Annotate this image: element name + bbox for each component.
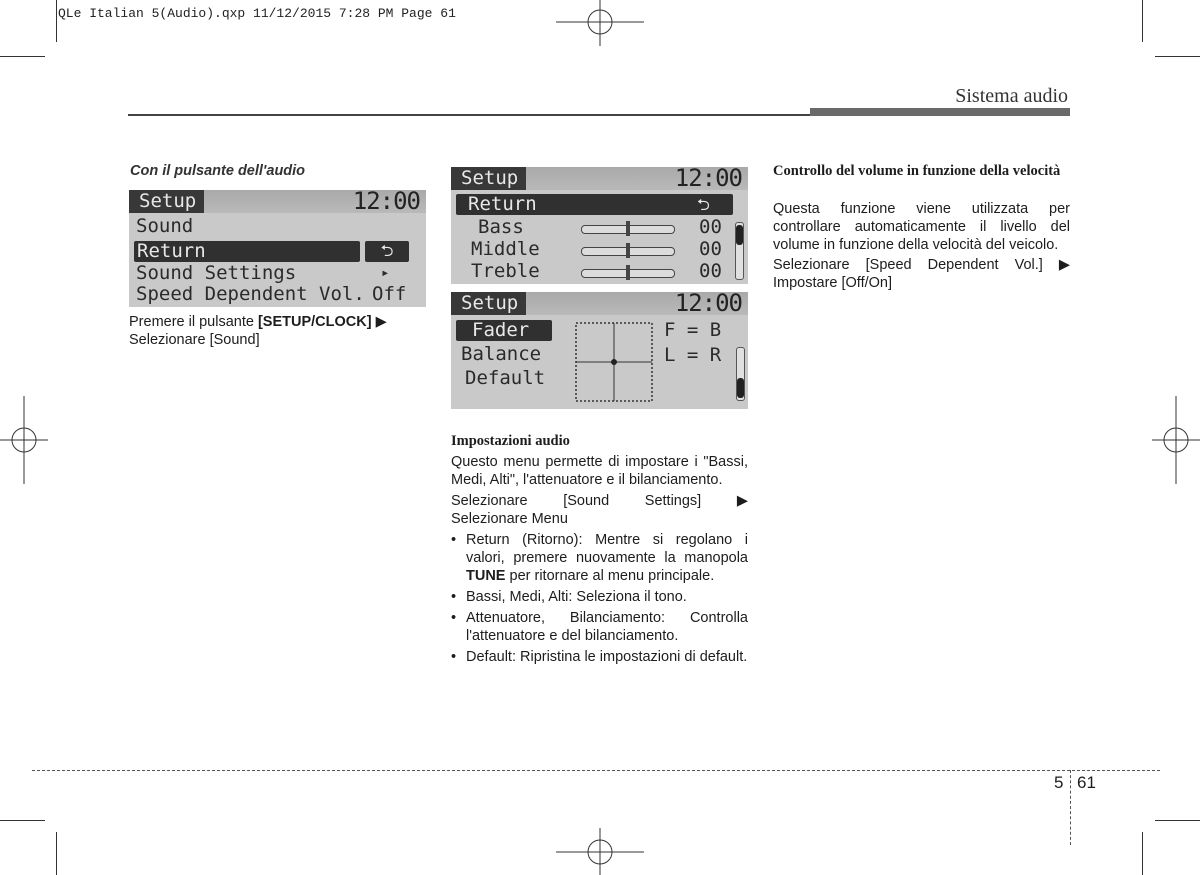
header-rule xyxy=(128,114,810,116)
lcd-screen-sound xyxy=(129,190,426,307)
list-item-fader: • Attenuatore, Bilanciamento: Controlla l'attenuatore e del bilanciamento. xyxy=(451,609,748,645)
header-rule-thick xyxy=(810,108,1070,116)
band-value-treble: 00 xyxy=(699,260,722,282)
slider-knob xyxy=(626,265,630,280)
speed-para1: Questa funzione viene utilizzata per controllare automaticamente il livello del volume in funzione della velocità del veicolo. xyxy=(773,201,1070,253)
lcd-row-label: Fader xyxy=(472,319,530,341)
instruction-line2: Selezionare [Sound] xyxy=(129,332,260,348)
print-slug: QLe Italian 5(Audio).qxp 11/12/2015 7:28 PM Page 61 xyxy=(58,6,456,21)
lcd-row-fader xyxy=(456,320,552,341)
crop-mark xyxy=(56,0,57,42)
scrollbar xyxy=(736,347,745,401)
lcd-row-return xyxy=(134,241,360,262)
band-label-bass: Bass xyxy=(478,216,524,238)
instruction-prefix: Premere il pulsante xyxy=(129,314,258,330)
lcd-row-balance: Balance xyxy=(461,343,542,365)
audio-para1: Questo menu permette di impostare i "Bassi, Medi, Alti", l'attenuatore e il bilanciamento. xyxy=(451,454,748,488)
section-title: Sistema audio xyxy=(955,85,1068,107)
bullet-text: Return (Ritorno): Mentre si regolano i valori, premere nuovamente la manopola xyxy=(466,532,748,566)
fader-balance-grid xyxy=(575,322,653,402)
crop-mark xyxy=(1155,820,1200,821)
scroll-thumb xyxy=(737,378,744,398)
arrow-icon: ▶ xyxy=(375,314,387,330)
crop-mark xyxy=(1155,56,1200,57)
list-item-tone: • Bassi, Medi, Alti: Seleziona il tono. xyxy=(451,588,748,606)
audio-para2-line1: Selezionare [Sound Settings] ▶ xyxy=(451,493,748,509)
registration-mark-left xyxy=(0,396,48,484)
section-heading-speed-volume: Controllo del volume in funzione della velocità xyxy=(773,163,1061,179)
scroll-thumb xyxy=(736,225,743,245)
lcd-tab: Setup xyxy=(451,167,526,190)
audio-para2-line2: Selezionare Menu xyxy=(451,511,568,527)
page-number: 61 xyxy=(1077,773,1096,792)
crop-mark xyxy=(1142,0,1143,42)
lcd-row-default: Default xyxy=(465,367,546,389)
chevron-right-icon: ▸ xyxy=(381,265,390,281)
crop-mark xyxy=(0,56,45,57)
audio-para2 xyxy=(451,492,748,528)
scrollbar xyxy=(735,222,744,280)
lcd-clock: 12:00 xyxy=(674,167,742,192)
speed-para2-line2: Impostare [Off/On] xyxy=(773,275,893,291)
band-label-middle: Middle xyxy=(471,238,540,260)
bass-slider xyxy=(581,225,675,234)
return-icon: ⮌ xyxy=(697,195,710,214)
audio-description xyxy=(451,453,748,669)
crop-mark xyxy=(1142,832,1143,875)
lcd-clock: 12:00 xyxy=(674,292,742,317)
list-item-return xyxy=(451,531,748,585)
slider-knob xyxy=(626,243,630,258)
lcd-clock: 12:00 xyxy=(352,190,420,215)
lcd-row-return xyxy=(456,194,733,215)
list-item-default: • Default: Ripristina le impostazioni di default. xyxy=(451,648,748,666)
chapter-number: 5 xyxy=(1054,773,1064,792)
lcd-row-label: Return xyxy=(468,193,537,215)
band-value-bass: 00 xyxy=(699,216,722,238)
lcd-screen-fader xyxy=(451,292,748,409)
footer-divider xyxy=(32,770,1160,771)
band-value-middle: 00 xyxy=(699,238,722,260)
return-icon: ⮌ xyxy=(365,241,409,262)
speed-volume-description xyxy=(773,200,1070,292)
section-heading-audio: Impostazioni audio xyxy=(451,433,570,449)
fader-readout: F = B xyxy=(664,319,722,341)
lcd-row-speed-dependent: Speed Dependent Vol. xyxy=(136,283,365,305)
lcd-speed-value: Off xyxy=(372,283,407,305)
balance-readout: L = R xyxy=(664,344,722,366)
lcd-tab: Setup xyxy=(129,190,204,213)
tune-knob-label: TUNE xyxy=(466,568,506,584)
registration-mark-top xyxy=(556,0,644,48)
lcd-tab: Setup xyxy=(451,292,526,315)
registration-mark-right xyxy=(1152,396,1200,484)
registration-mark-bottom xyxy=(556,828,644,875)
lcd-row-label: Return xyxy=(137,240,206,262)
crop-mark xyxy=(56,832,57,875)
lcd-row-sound-settings: Sound Settings xyxy=(136,262,297,284)
instruction-button: [SETUP/CLOCK] xyxy=(257,314,372,330)
crop-mark xyxy=(0,820,45,821)
speed-para2-line1: Selezionare [Speed Dependent Vol.] ▶ xyxy=(773,257,1070,273)
band-label-treble: Treble xyxy=(471,260,540,282)
screen-caption: Con il pulsante dell'audio xyxy=(130,163,306,179)
instruction-text xyxy=(129,313,429,349)
middle-slider xyxy=(581,247,675,256)
slider-knob xyxy=(626,221,630,236)
feature-list xyxy=(451,531,748,666)
footer-divider-vertical xyxy=(1070,770,1071,845)
lcd-screen-tone xyxy=(451,167,748,284)
lcd-title: Sound xyxy=(136,215,194,237)
bullet-text: per ritornare al menu principale. xyxy=(505,568,715,584)
treble-slider xyxy=(581,269,675,278)
